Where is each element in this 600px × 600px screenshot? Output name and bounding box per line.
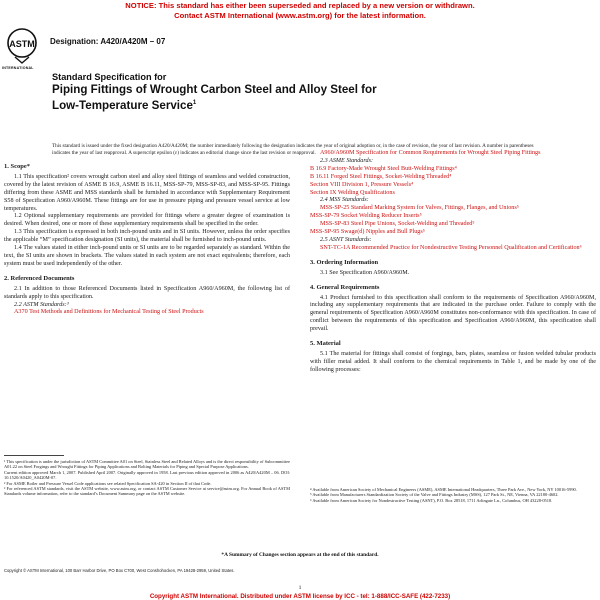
paragraph-5-1: 5.1 The material for fittings shall consist of forgings, bars, plates, seamless or fusion welded tubular products with filler metal added. It shall conform to the chemical requirements in Table 1, and be made by one of the following processes:	[310, 350, 596, 373]
designation: Designation: A420/A420M – 07	[50, 37, 166, 46]
summary-of-changes-note: *A Summary of Changes section appears at the end of this standard.	[221, 552, 379, 558]
reference-sp83-link[interactable]: MSS-SP-83 Steel Pipe Unions, Socket-Welding and Threaded⁵	[320, 221, 475, 228]
section-heading-referenced-documents: 2. Referenced Documents	[4, 274, 75, 282]
paragraph-2-5: 2.5 ASNT Standards:	[320, 236, 372, 243]
withdrawn-notice-banner	[0, 0, 600, 22]
footnote-1-edition: Current edition approved March 1, 2007. Published April 2007. Originally approved in 1958. Last previous edition approved in 2006 as A420/A420M – 06. DOI: 10.1520/A0420_A0420M-07.	[4, 469, 290, 481]
paragraph-1-3: 1.3 This specification is expressed in both inch-pound units and in SI units. However, unless the order specifies the applicable “M” specification designation (SI units), the material shall be furnished to inch-pound units.	[4, 229, 290, 244]
svg-text:ASTM: ASTM	[9, 39, 35, 49]
footnote-3: ³ For referenced ASTM standards, visit the ASTM website, www.astm.org, or contact ASTM Customer Service at service@astm.org. For Annual Book of ASTM Standards volume information, refer to the standard’s Document Summary page on the ASTM website.	[4, 486, 290, 497]
footnote-4: ⁴ Available from American Society of Mechanical Engineers (ASME), ASME International Headquarters, Three Park Ave., New York, NY 10016-5990.	[310, 487, 577, 492]
reference-sp25-link[interactable]: MSS-SP-25 Standard Marking System for Valves, Fittings, Flanges, and Unions⁵	[320, 205, 519, 212]
reference-section-ix-link[interactable]: Section IX Welding Qualifications	[310, 189, 395, 196]
footnotes-right	[310, 487, 596, 503]
section-heading-material: 5. Material	[310, 340, 341, 348]
reference-sp95-link[interactable]: MSS-SP-95 Swage(d) Nipples and Bull Plugs⁵	[310, 229, 425, 236]
copyright-line: Copyright © ASTM International, 100 Barr Harbor Drive, PO Box C700, West Conshohocken, PA 19428-2959, United States.	[4, 568, 235, 573]
section-heading-general: 4. General Requirements	[310, 283, 380, 291]
paragraph-1-1: 1.1 This specification² covers wrought carbon steel and alloy steel fittings of seamless and welded construction, covered by the latest revision of ASME B 16.9, ASME B 16.11, MSS-SP-79, MSS-SP-83, and MSS-SP-95. Fittings differing from these ASME and MSS standards shall be furnished in accordance with Supplementary Requirement S58 of Specification A960/A960M. These fittings are for use in pressure piping and pressure vessel service at low temperatures.	[4, 173, 290, 212]
notice-line-1: NOTICE: This standard has either been superseded and replaced by a new version or withdrawn.	[125, 1, 475, 10]
reference-b16-11-link[interactable]: B 16.11 Forged Steel Fittings, Socket-Welding Threaded⁴	[310, 173, 452, 180]
notice-line-2: Contact ASTM International (www.astm.org) for the latest information.	[174, 10, 426, 20]
footnote-5: ⁵ Available from Manufacturers Standardization Society of the Valve and Fittings Industry (MSS), 127 Park St., NE, Vienna, VA 22180-4602.	[310, 492, 559, 498]
paragraph-3-1: 3.1 See Specification A960/A960M.	[320, 269, 410, 276]
page-number: 1	[298, 585, 302, 591]
section-heading-ordering: 3. Ordering Information	[310, 258, 379, 266]
reference-sp79-link[interactable]: MSS-SP-79 Socket Welding Reducer Inserts⁵	[310, 213, 422, 220]
footnote-1: ¹ This specification is under the jurisdiction of ASTM Committee A01 on Steel, Stainless Steel and Related Alloys and is the direct responsibility of Subcommittee A01.22 on Steel Forgings and Wrought Fittings for Piping Applications and Bolting Materials for Piping and Special Purpose Applications.	[4, 459, 290, 470]
section-heading-scope: 1. Scope*	[4, 163, 30, 170]
title-footnote-mark: 1	[192, 99, 197, 106]
paragraph-1-4: 1.4 The values stated in either inch-pound units or SI units are to be regarded separately as standard. Within the text, the SI units are shown in brackets. The values stated in each system are not exact equivalents; therefore, each system must be used independently of the other.	[4, 245, 290, 267]
paragraph-2-3: 2.3 ASME Standards:	[320, 157, 374, 164]
reference-snt-tc-1a-link[interactable]: SNT-TC-1A Recommended Practice for Nondestructive Testing Personnel Qualification and Certification⁶	[320, 244, 582, 251]
footnotes-left	[4, 459, 290, 497]
title-line-2: Piping Fittings of Wrought Carbon Steel and Alloy Steel for	[52, 83, 377, 96]
document-title	[52, 71, 522, 112]
reference-a370-link[interactable]: A370 Test Methods and Definitions for Mechanical Testing of Steel Products	[14, 309, 204, 316]
paragraph-2-2: 2.2 ASTM Standards:³	[14, 301, 69, 308]
footnote-2: ² For ASME Boiler and Pressure Vessel Code applications see related Specification SA-420 in Section II of that Code.	[4, 480, 212, 486]
right-column	[310, 150, 596, 375]
paragraph-2-1: 2.1 In addition to those Referenced Documents listed in Specification A960/A960M, the following list of standards apply to this specification.	[4, 285, 290, 300]
title-line-3: Low-Temperature Service$^1$	[52, 98, 197, 112]
title-line-1: Standard Specification for	[52, 72, 167, 82]
paragraph-1-2: 1.2 Optional supplementary requirements are provided for fittings where a greater degree of examination is desired. When desired, one or more of these supplementary requirements shall be specified in the order.	[4, 213, 290, 228]
reference-a960-link[interactable]: A960/A960M Specification for Common Requirements for Wrought Steel Piping Fittings	[320, 150, 541, 156]
left-column	[4, 157, 290, 317]
issued-note: This standard is issued under the fixed designation A420/A420M; the number immediately following the designation indicates the year of original adoption or, in the case of revision, the year of last revision. A number in parentheses indicates the year of last reapproval. A superscript epsilon (ε) indicates an editorial change since the last revision or reapproval.	[52, 143, 534, 156]
reference-b16-9-link[interactable]: B 16.9 Factory-Made Wrought Steel Butt-Welding Fittings⁴	[310, 165, 457, 172]
paragraph-4-1: 4.1 Product furnished to this specification shall conform to the requirements of Specification A960/A960M, including any supplementary requirements that are indicated in the purchase order. Failure to comply with the general requirements of Specification A960/A960M constitutes non-conformance with this specification. In case of conflict between the requirements of this specification and Specification A960/A960M, this specification shall prevail.	[310, 294, 596, 333]
reference-section-viii-link[interactable]: Section VIII Division 1, Pressure Vessels⁴	[310, 181, 414, 188]
paragraph-2-4: 2.4 MSS Standards:	[320, 197, 369, 204]
logo-caption: INTERNATIONAL	[2, 66, 34, 70]
astm-logo-icon	[6, 26, 38, 66]
footnote-6: ⁶ Available from American Society for Nondestructive Testing (ASNT), P.O. Box 28518, 1711 Arlingate Ln., Columbus, OH 43228-0518.	[310, 497, 553, 503]
footnote-divider	[4, 455, 64, 456]
license-footer: Copyright ASTM International. Distributed under ASTM license by ICC - tel: 1-888/ICC-SAFE (422-7233)	[149, 593, 451, 600]
